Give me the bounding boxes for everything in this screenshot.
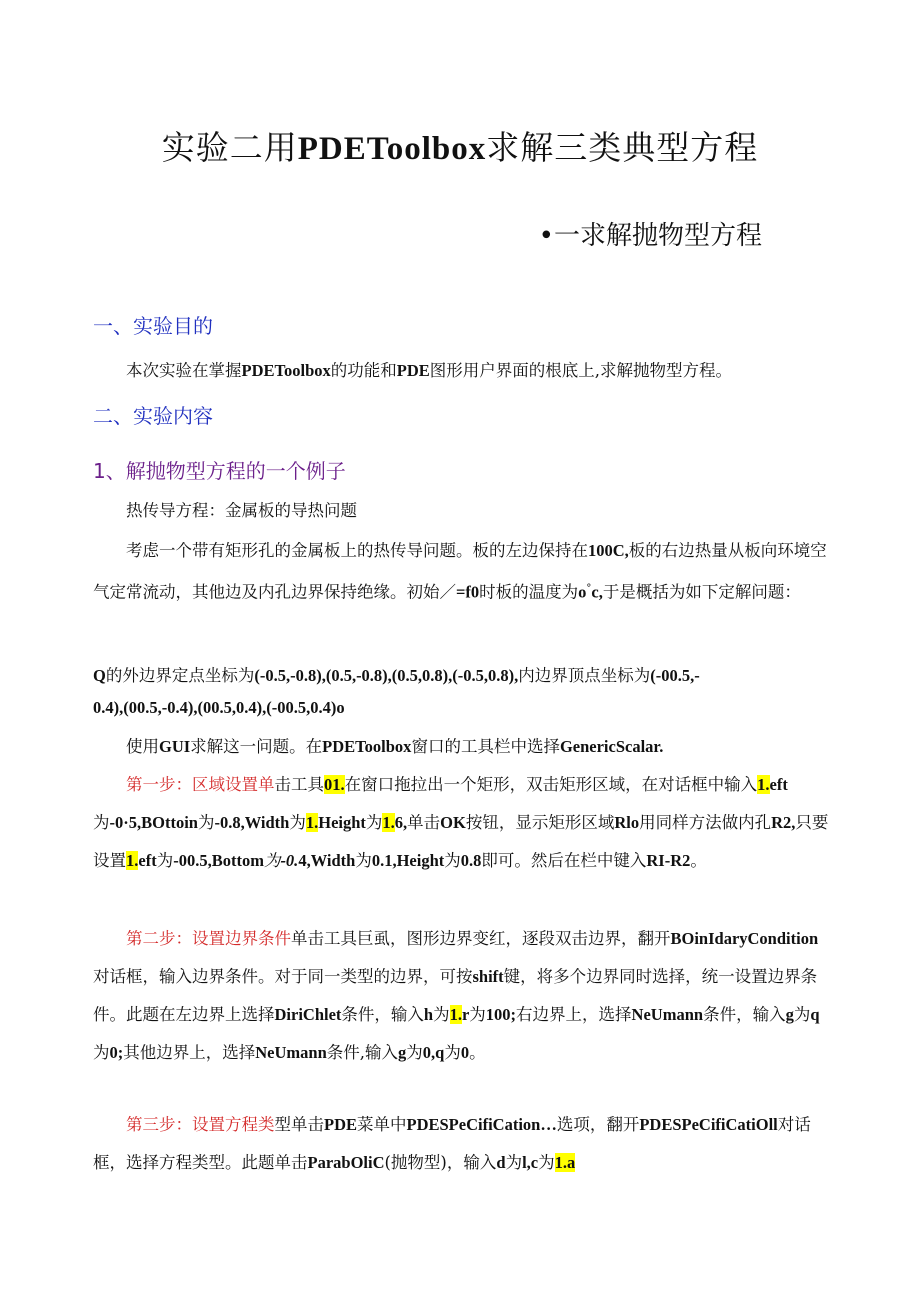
section-heading-content: 二、实验内容 [93, 404, 213, 428]
paragraph-step1: 第一步：区域设置单击工具01.在窗口拖拉出一个矩形，双击矩形区域，在对话框中输入1.eft为-0·5,BOttoin为-0.8,Width为1.Height为1.6,单击OK按钮，显示矩形区域Rlo用同样方法做内孔R2,只要设置1.eft为-00.5,Bottom为-0.4,Width为0.1,Height为0.8即可。然后在栏中键入RI-R2。 [93, 775, 829, 870]
paragraph-intro: 热传导方程：金属板的导热问题 [126, 501, 357, 520]
section-heading-purpose: 一、实验目的 [93, 314, 213, 338]
step1-label: 第一步：区域设置单 [126, 775, 275, 794]
paragraph-coordinates-line1: Q的外边界定点坐标为(-0.5,-0.8),(0.5,-0.8),(0.5,0.8),(-0.5,0.8),内边界顶点坐标为(-00.5,- [93, 666, 700, 685]
paragraph-gui: 使用GUI求解这一问题。在PDEToolbox窗口的工具栏中选择GenericScalar. [126, 737, 664, 756]
document-title: 实验二用PDEToolbox求解三类典型方程 [161, 128, 759, 167]
paragraph-coordinates-line2: 0.4),(00.5,-0.4),(00.5,0.4),(-00.5,0.4)o [93, 698, 345, 717]
step2-label: 第二步：设置边界条件 [126, 929, 291, 948]
paragraph-step3: 第三步：设置方程类型单击PDE菜单中PDESPeCifiCation…选项，翻开PDESPeCifiCatiOll对话框，选择方程类型。此题单击ParabOliC(抛物型)，输入d为l,c为1.a [93, 1115, 811, 1172]
subsection-heading-example: 1、解抛物型方程的一个例子 [93, 459, 346, 483]
step3-label: 第三步：设置方程类 [126, 1115, 275, 1134]
paragraph-consider: 考虑一个带有矩形孔的金属板上的热传导问题。板的左边保持在100C,板的右边热量从板向环境空气定常流动，其他边及内孔边界保持绝缘。初始／=f0时板的温度为o°c,于是概括为如下定解问题： [93, 541, 827, 602]
paragraph-step2: 第二步：设置边界条件单击工具巨虱，图形边界变红，逐段双击边界，翻开BOinIdaryCondition对话框，输入边界条件。对于同一类型的边界，可按shift键，将多个边界同时选择，统一设置边界条件。此题在左边界上选择DiriChlet条件，输入h为1.r为100;右边界上，选择NeUmann条件，输入g为q为0;其他边界上，选择NeUmann条件,输入g为0,q为0。 [93, 929, 820, 1062]
paragraph-purpose: 本次实验在掌握PDEToolbox的功能和PDE图形用户界面的根底上,求解抛物型方程。 [126, 361, 733, 380]
document-subtitle: •一求解抛物型方程 [538, 221, 762, 251]
